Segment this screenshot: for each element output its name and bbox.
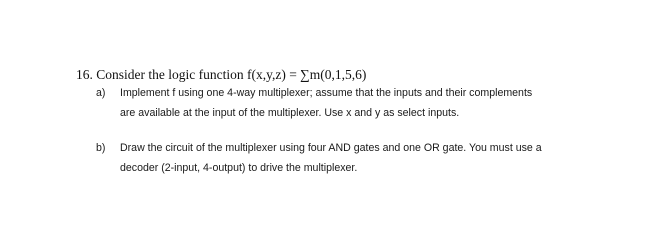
part-a-line-1: Implement f using one 4-way multiplexer; assume that the inputs and their complements (120, 87, 533, 99)
part-a-line-2: are available at the input of the multiplexer. Use x and y as select inputs. (120, 107, 460, 119)
part-b-line-1: Draw the circuit of the multiplexer using four AND gates and one OR gate. You must use a (120, 142, 542, 154)
part-b-marker: b) (96, 142, 106, 154)
part-a-marker: a) (96, 87, 106, 99)
part-b-line-2: decoder (2-input, 4-output) to drive the multiplexer. (120, 162, 358, 174)
problem-heading: 16. Consider the logic function f(x,y,z) = ∑m(0,1,5,6) (76, 67, 367, 82)
